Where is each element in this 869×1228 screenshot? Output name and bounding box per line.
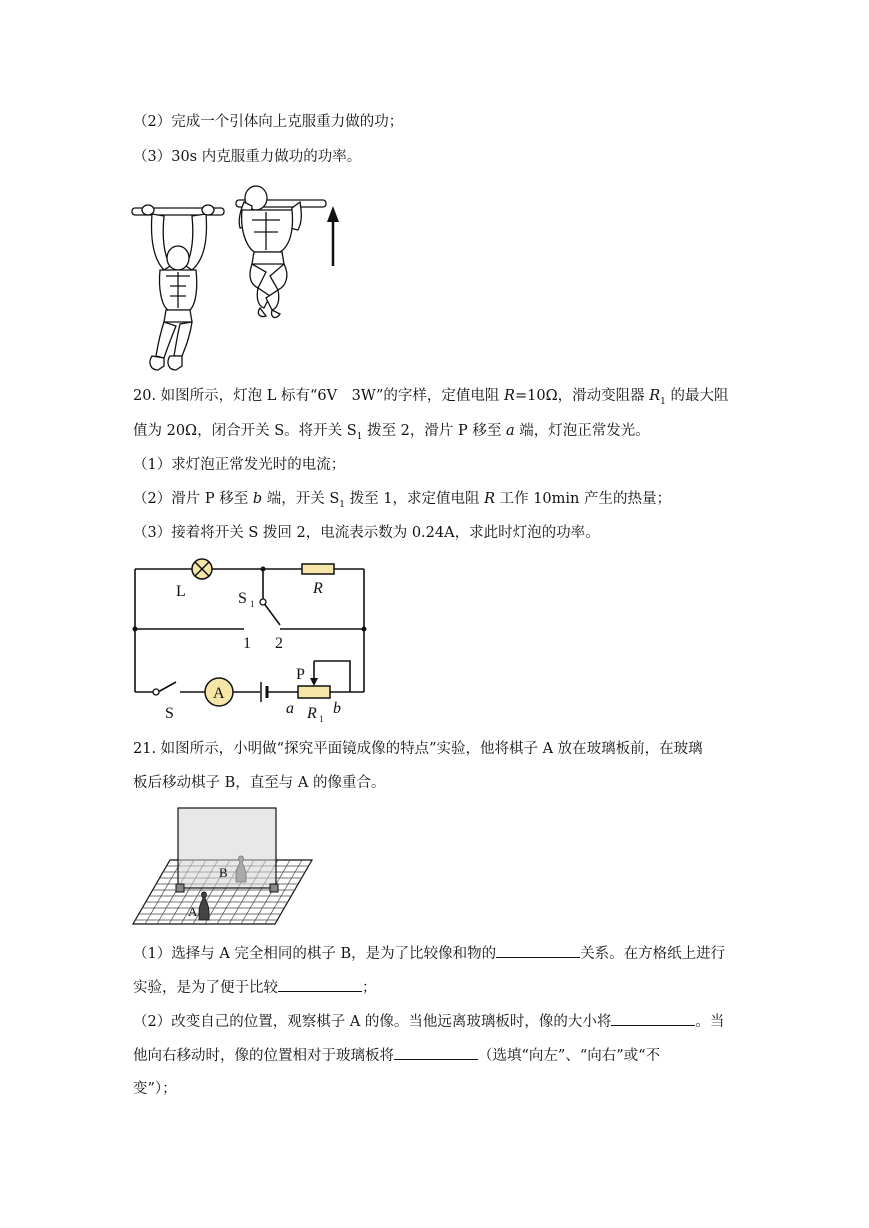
q20-item-3: （3）接着将开关 S 拨回 2，电流表示数为 0.24A，求此时灯泡的功率。: [133, 525, 600, 541]
label-R: R: [313, 580, 323, 597]
q21-item-1-line-1: （1）选择与 A 完全相同的棋子 B，是为了比较像和物的 关系。在方格纸上进行: [133, 943, 725, 964]
label-ammeter-A: A: [213, 685, 225, 702]
answer-blank-1[interactable]: [496, 943, 580, 958]
label-pos-1: 1: [243, 635, 251, 652]
label-piece-a: A: [188, 904, 198, 919]
label-S: S: [165, 705, 174, 722]
resistor-R: [302, 564, 334, 574]
label-S1-sub: 1: [250, 599, 255, 609]
mirror-experiment-figure: [130, 806, 315, 928]
label-piece-b: B: [219, 865, 228, 880]
plate-holder: [176, 884, 184, 892]
junction-dot: [261, 567, 266, 572]
up-arrow-icon: [327, 206, 339, 266]
switch-s1-pivot: [260, 599, 266, 605]
label-S1: S: [238, 590, 247, 607]
q21-item-2-line-1: （2）改变自己的位置，观察棋子 A 的像。当他远离玻璃板时，像的大小将 。当: [133, 1011, 724, 1032]
label-P: P: [296, 666, 305, 683]
q19-item-3: （3）30s 内克服重力做功的功率。: [133, 149, 362, 165]
lamp-icon: [192, 559, 212, 579]
q21-item-1-line-2: 实验，是为了便于比较 ；: [133, 977, 377, 998]
q20-stem-line-1: 20. 如图所示，灯泡 L 标有“6V 3W”的字样，定值电阻 R=10Ω，滑动变阻器 $R_1$ 的最大阻: [133, 388, 729, 407]
q21-stem-line-1: 21. 如图所示，小明做“探究平面镜成像的特点”实验，他将棋子 A 放在玻璃板前，在玻璃: [133, 741, 703, 757]
junction-dot: [362, 627, 367, 632]
hanging-person: [132, 205, 224, 370]
circuit-diagram: [130, 555, 370, 725]
pull-up-figure: [130, 180, 345, 372]
switch-s-pivot: [153, 689, 159, 695]
label-L: L: [176, 583, 186, 600]
pulled-up-person: [236, 186, 326, 317]
label-R1-sub: 1: [319, 714, 324, 724]
q20-stem-line-2: 值为 20Ω，闭合开关 S。将开关 $S_1$ 拨至 2，滑片 P 移至 a 端，灯泡正常发光。: [133, 423, 650, 442]
answer-blank-3[interactable]: [611, 1011, 695, 1026]
q20-item-1: （1）求灯泡正常发光时的电流；: [133, 457, 346, 473]
answer-blank-2[interactable]: [278, 977, 362, 992]
answer-blank-4[interactable]: [394, 1045, 478, 1060]
q19-item-2: （2）完成一个引体向上克服重力做的功；: [133, 114, 404, 130]
q21-item-2-line-3: 变”）；: [133, 1081, 177, 1097]
slider-arrow-icon: [310, 678, 318, 686]
label-b: b: [333, 700, 341, 717]
q21-item-2-line-2: 他向右移动时，像的位置相对于玻璃板将 （选填“向左”、“向右”或“不: [133, 1045, 660, 1066]
label-R1: R: [307, 705, 317, 722]
label-a: a: [286, 700, 294, 717]
rheostat-R1: [298, 686, 330, 698]
battery-icon: [261, 682, 267, 702]
junction-dot: [133, 627, 138, 632]
label-pos-2: 2: [275, 635, 283, 652]
plate-holder: [270, 884, 278, 892]
q20-item-2: （2）滑片 P 移至 b 端，开关 $S_1$ 拨至 1，求定值电阻 R 工作 10min 产生的热量；: [133, 491, 671, 510]
q21-stem-line-2: 板后移动棋子 B，直至与 A 的像重合。: [133, 775, 386, 791]
